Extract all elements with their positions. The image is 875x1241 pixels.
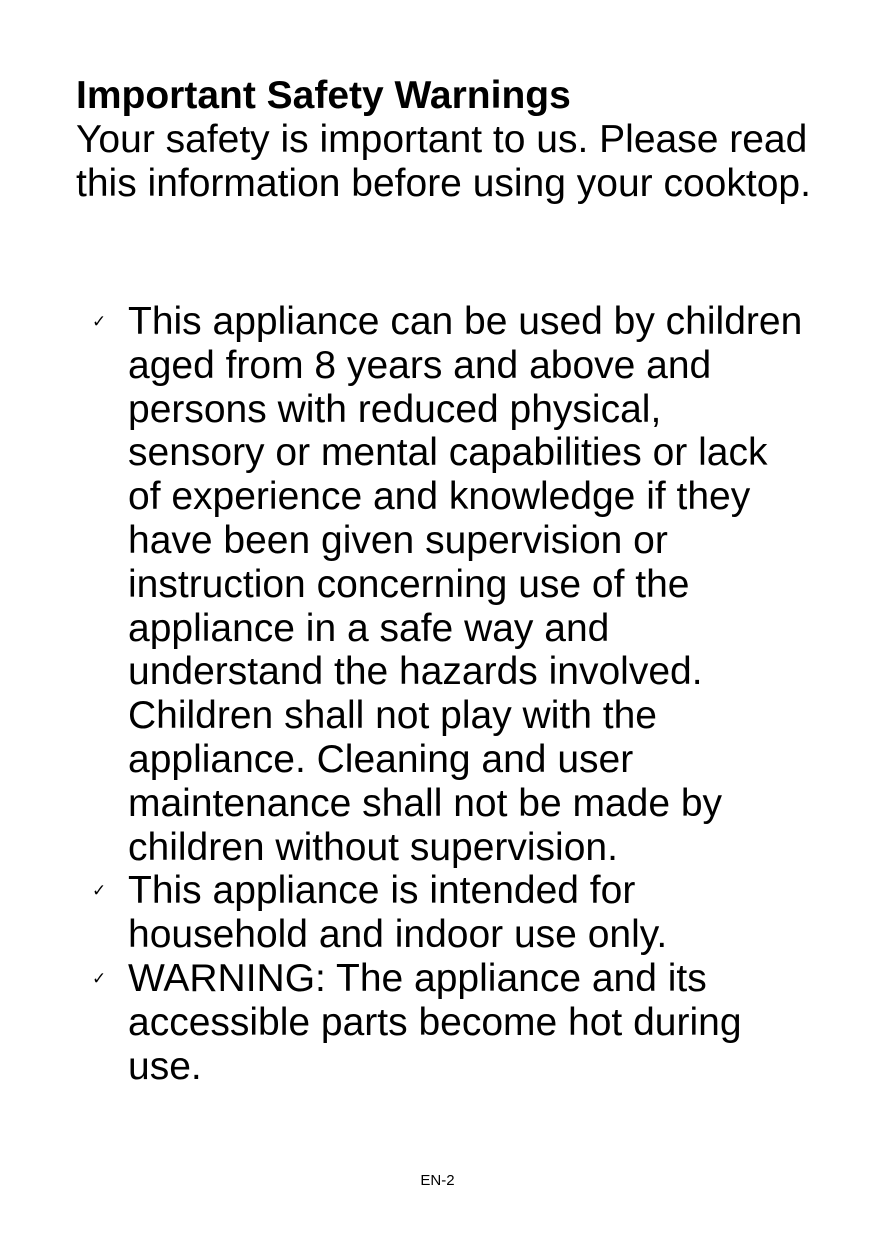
page-title: Important Safety Warnings — [76, 74, 571, 117]
intro-paragraph: Your safety is important to us. Please read this information before using your cooktop. — [76, 118, 811, 205]
check-icon: ✓ — [92, 881, 107, 902]
list-item — [0, 300, 808, 869]
warning-text: This appliance is intended for household and indoor use only. — [128, 869, 668, 957]
list-item — [0, 957, 808, 1088]
check-icon: ✓ — [92, 312, 107, 332]
page-number: EN-2 — [420, 1172, 455, 1189]
warning-text: WARNING: The appliance and its accessible parts become hot during use. — [128, 956, 742, 1088]
list-item — [0, 869, 808, 957]
check-icon: ✓ — [92, 968, 107, 989]
safety-warnings-list — [0, 300, 875, 1088]
warning-text: This appliance can be used by children aged from 8 years and above and persons with reduced physical, sensory or mental capabilities or lack of experience and knowledge if they have been given supervision or instruction concerning use of the appliance in a safe way and understand the hazards involved. Children shall not play with the appliance. Cleaning and user maintenance shall not be made by children without supervision. — [128, 300, 803, 869]
